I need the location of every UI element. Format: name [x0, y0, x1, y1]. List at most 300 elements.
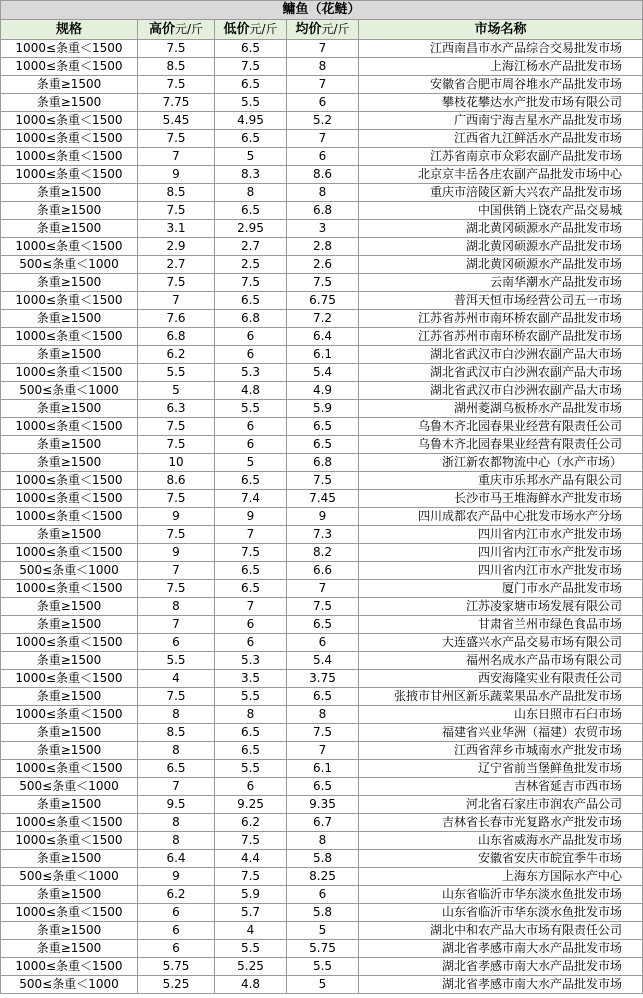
cell-high: 5.5	[138, 364, 215, 382]
cell-low: 6.5	[215, 292, 287, 310]
cell-low: 5.5	[215, 940, 287, 958]
cell-avg: 5.8	[287, 850, 359, 868]
header-spec-label: 规格	[55, 21, 82, 37]
header-high-label: 高价	[148, 22, 175, 37]
header-avg	[287, 20, 359, 40]
cell-low: 7.4	[215, 490, 287, 508]
cell-spec: 条重≥1500	[1, 454, 138, 472]
table-row	[1, 148, 643, 166]
cell-avg: 8	[287, 184, 359, 202]
cell-spec: 500≤条重＜1000	[1, 976, 138, 994]
cell-avg: 9	[287, 508, 359, 526]
cell-market: 长沙市马王堆海鲜水产批发市场	[359, 490, 643, 508]
table-row	[1, 184, 643, 202]
table-row	[1, 490, 643, 508]
cell-avg: 8	[287, 58, 359, 76]
cell-low: 6.5	[215, 130, 287, 148]
cell-market: 湖北省武汉市白沙洲农副产品大市场	[359, 346, 643, 364]
table-title-row	[1, 1, 643, 20]
cell-low: 6.5	[215, 472, 287, 490]
cell-avg: 5	[287, 976, 359, 994]
cell-spec: 500≤条重＜1000	[1, 382, 138, 400]
table-row	[1, 706, 643, 724]
cell-high: 7	[138, 616, 215, 634]
cell-avg: 6	[287, 886, 359, 904]
cell-high: 7	[138, 148, 215, 166]
cell-high: 6.5	[138, 760, 215, 778]
table-row	[1, 472, 643, 490]
cell-spec: 500≤条重＜1000	[1, 256, 138, 274]
cell-avg: 6.8	[287, 454, 359, 472]
cell-avg: 2.8	[287, 238, 359, 256]
cell-spec: 条重≥1500	[1, 202, 138, 220]
cell-avg: 4.9	[287, 382, 359, 400]
cell-low: 7	[215, 526, 287, 544]
cell-low: 6	[215, 634, 287, 652]
cell-spec: 500≤条重＜1000	[1, 868, 138, 886]
cell-spec: 1000≤条重＜1500	[1, 328, 138, 346]
cell-market: 西安海隆实业有限责任公司	[359, 670, 643, 688]
cell-low: 6	[215, 328, 287, 346]
cell-low: 6.5	[215, 724, 287, 742]
cell-spec: 1000≤条重＜1500	[1, 292, 138, 310]
cell-spec: 1000≤条重＜1500	[1, 490, 138, 508]
cell-spec: 条重≥1500	[1, 652, 138, 670]
cell-market: 厦门市水产品批发市场	[359, 580, 643, 598]
cell-high: 5	[138, 382, 215, 400]
cell-market: 山东省临沂市华东淡水鱼批发市场	[359, 904, 643, 922]
cell-high: 9	[138, 166, 215, 184]
table-row	[1, 274, 643, 292]
cell-low: 3.5	[215, 670, 287, 688]
header-high	[138, 20, 215, 40]
cell-low: 6.5	[215, 742, 287, 760]
cell-market: 浙江新农都物流中心（水产市场）	[359, 454, 643, 472]
header-spec	[1, 20, 138, 40]
cell-high: 6.4	[138, 850, 215, 868]
cell-spec: 条重≥1500	[1, 76, 138, 94]
cell-low: 9.25	[215, 796, 287, 814]
table-row	[1, 112, 643, 130]
cell-low: 2.95	[215, 220, 287, 238]
header-avg-label: 均价	[295, 22, 322, 37]
cell-high: 6	[138, 940, 215, 958]
table-row	[1, 400, 643, 418]
cell-low: 8	[215, 184, 287, 202]
cell-high: 7.75	[138, 94, 215, 112]
cell-low: 5.9	[215, 886, 287, 904]
cell-avg: 6.5	[287, 616, 359, 634]
cell-spec: 1000≤条重＜1500	[1, 418, 138, 436]
cell-high: 8	[138, 706, 215, 724]
cell-high: 10	[138, 454, 215, 472]
cell-high: 6.3	[138, 400, 215, 418]
cell-avg: 7	[287, 130, 359, 148]
cell-avg: 6.75	[287, 292, 359, 310]
cell-spec: 1000≤条重＜1500	[1, 904, 138, 922]
cell-spec: 条重≥1500	[1, 526, 138, 544]
cell-avg: 2.6	[287, 256, 359, 274]
cell-market: 湖北省孝感市南大水产品批发市场	[359, 940, 643, 958]
cell-avg: 5	[287, 922, 359, 940]
cell-spec: 条重≥1500	[1, 94, 138, 112]
cell-low: 2.5	[215, 256, 287, 274]
cell-spec: 条重≥1500	[1, 400, 138, 418]
header-low-label: 低价	[223, 22, 250, 37]
cell-spec: 1000≤条重＜1500	[1, 832, 138, 850]
cell-avg: 6.5	[287, 778, 359, 796]
cell-high: 5.5	[138, 652, 215, 670]
cell-low: 5.7	[215, 904, 287, 922]
header-high-unit: 元/斤	[174, 22, 204, 36]
cell-spec: 1000≤条重＜1500	[1, 580, 138, 598]
cell-market: 辽宁省前当堡鲜鱼批发市场	[359, 760, 643, 778]
table-row	[1, 436, 643, 454]
cell-low: 7.5	[215, 544, 287, 562]
cell-high: 8.5	[138, 724, 215, 742]
table-row	[1, 382, 643, 400]
cell-market: 湖北省孝感市南大水产品批发市场	[359, 976, 643, 994]
table-row	[1, 220, 643, 238]
cell-high: 6.2	[138, 346, 215, 364]
cell-low: 2.7	[215, 238, 287, 256]
cell-avg: 7.5	[287, 598, 359, 616]
cell-market: 湖北黄冈硕源水产品批发市场	[359, 256, 643, 274]
cell-high: 7.5	[138, 130, 215, 148]
cell-spec: 条重≥1500	[1, 310, 138, 328]
cell-market: 江苏省南京市众彩农副产品批发市场	[359, 148, 643, 166]
cell-low: 4.95	[215, 112, 287, 130]
cell-avg: 6.5	[287, 688, 359, 706]
table-row	[1, 418, 643, 436]
cell-avg: 6	[287, 634, 359, 652]
cell-market: 重庆市涪陵区新大兴农产品批发市场	[359, 184, 643, 202]
table-row	[1, 940, 643, 958]
cell-avg: 6	[287, 94, 359, 112]
cell-high: 2.7	[138, 256, 215, 274]
cell-avg: 6.6	[287, 562, 359, 580]
cell-avg: 8.6	[287, 166, 359, 184]
cell-avg: 5.75	[287, 940, 359, 958]
cell-high: 7.5	[138, 526, 215, 544]
cell-low: 8.3	[215, 166, 287, 184]
cell-spec: 1000≤条重＜1500	[1, 40, 138, 58]
cell-market: 安徽省合肥市周谷堆水产品批发市场	[359, 76, 643, 94]
table-row	[1, 544, 643, 562]
cell-market: 湖州菱湖乌板桥水产品批发市场	[359, 400, 643, 418]
cell-market: 江西省萍乡市城南水产批发市场	[359, 742, 643, 760]
cell-spec: 1000≤条重＜1500	[1, 166, 138, 184]
cell-avg: 7	[287, 76, 359, 94]
table-row	[1, 796, 643, 814]
cell-high: 7.5	[138, 274, 215, 292]
cell-market: 湖北省武汉市白沙洲农副产品大市场	[359, 382, 643, 400]
cell-spec: 条重≥1500	[1, 688, 138, 706]
cell-market: 四川成都农产品中心批发市场水产分场	[359, 508, 643, 526]
cell-market: 湖北省武汉市白沙洲农副产品大市场	[359, 364, 643, 382]
cell-spec: 1000≤条重＜1500	[1, 364, 138, 382]
header-avg-unit: 元/斤	[321, 22, 350, 36]
table-row	[1, 598, 643, 616]
cell-avg: 7	[287, 580, 359, 598]
cell-spec: 1000≤条重＜1500	[1, 58, 138, 76]
cell-avg: 7.45	[287, 490, 359, 508]
cell-market: 上海江杨水产品批发市场	[359, 58, 643, 76]
cell-high: 9	[138, 508, 215, 526]
cell-spec: 1000≤条重＜1500	[1, 130, 138, 148]
cell-spec: 条重≥1500	[1, 274, 138, 292]
cell-market: 乌鲁木齐北园春果业经营有限责任公司	[359, 436, 643, 454]
cell-low: 5.3	[215, 364, 287, 382]
cell-low: 6.5	[215, 40, 287, 58]
cell-market: 山东省威海水产品批发市场	[359, 832, 643, 850]
cell-high: 3.1	[138, 220, 215, 238]
cell-avg: 8.2	[287, 544, 359, 562]
cell-market: 四川省内江市水产批发市场	[359, 562, 643, 580]
cell-avg: 6.5	[287, 418, 359, 436]
cell-high: 7.5	[138, 688, 215, 706]
cell-market: 云南华潮水产品批发市场	[359, 274, 643, 292]
cell-avg: 5.2	[287, 112, 359, 130]
cell-low: 5.5	[215, 688, 287, 706]
cell-low: 5.5	[215, 760, 287, 778]
cell-low: 6	[215, 616, 287, 634]
table-row	[1, 94, 643, 112]
cell-low: 7.5	[215, 58, 287, 76]
cell-low: 5	[215, 148, 287, 166]
table-row	[1, 202, 643, 220]
cell-avg: 3	[287, 220, 359, 238]
cell-avg: 6.1	[287, 346, 359, 364]
cell-market: 中国供销上饶农产品交易城	[359, 202, 643, 220]
cell-high: 5.25	[138, 976, 215, 994]
cell-high: 8	[138, 598, 215, 616]
table-row	[1, 958, 643, 976]
cell-low: 5.3	[215, 652, 287, 670]
cell-market: 吉林省长春市光复路水产批发市场	[359, 814, 643, 832]
table-row	[1, 328, 643, 346]
table-row	[1, 130, 643, 148]
cell-low: 6	[215, 346, 287, 364]
cell-high: 7.6	[138, 310, 215, 328]
cell-market: 湖北中和农产品大市场有限责任公司	[359, 922, 643, 940]
cell-market: 广西南宁海吉星水产品批发市场	[359, 112, 643, 130]
cell-spec: 条重≥1500	[1, 220, 138, 238]
cell-high: 7	[138, 292, 215, 310]
cell-avg: 5.8	[287, 904, 359, 922]
cell-low: 6.8	[215, 310, 287, 328]
cell-spec: 500≤条重＜1000	[1, 562, 138, 580]
cell-avg: 7.5	[287, 274, 359, 292]
cell-avg: 5.9	[287, 400, 359, 418]
header-low	[215, 20, 287, 40]
cell-low: 6.5	[215, 202, 287, 220]
cell-avg: 6	[287, 148, 359, 166]
cell-low: 6	[215, 436, 287, 454]
cell-market: 攀枝花攀达水产批发市场有限公司	[359, 94, 643, 112]
cell-high: 8	[138, 742, 215, 760]
table-row	[1, 814, 643, 832]
cell-avg: 7.2	[287, 310, 359, 328]
table-row	[1, 886, 643, 904]
cell-high: 7.5	[138, 436, 215, 454]
cell-high: 7	[138, 778, 215, 796]
cell-spec: 条重≥1500	[1, 616, 138, 634]
table-row	[1, 454, 643, 472]
header-market	[359, 20, 643, 40]
cell-market: 河北省石家庄市润农产品公司	[359, 796, 643, 814]
cell-high: 6	[138, 904, 215, 922]
cell-low: 4.8	[215, 976, 287, 994]
table-row	[1, 238, 643, 256]
table-row	[1, 76, 643, 94]
cell-low: 7.5	[215, 868, 287, 886]
cell-market: 江苏凌家塘市场发展有限公司	[359, 598, 643, 616]
table-row	[1, 616, 643, 634]
cell-low: 9	[215, 508, 287, 526]
cell-spec: 条重≥1500	[1, 922, 138, 940]
header-low-unit: 元/斤	[249, 22, 278, 36]
cell-avg: 7	[287, 40, 359, 58]
cell-spec: 条重≥1500	[1, 346, 138, 364]
cell-avg: 7.5	[287, 724, 359, 742]
cell-high: 7.5	[138, 40, 215, 58]
table-row	[1, 652, 643, 670]
cell-high: 9.5	[138, 796, 215, 814]
cell-high: 5.45	[138, 112, 215, 130]
table-row	[1, 364, 643, 382]
table-row	[1, 670, 643, 688]
cell-market: 四川省内江市水产批发市场	[359, 544, 643, 562]
cell-market: 江西省九江鲜活水产品批发市场	[359, 130, 643, 148]
cell-avg: 8	[287, 832, 359, 850]
cell-high: 8.5	[138, 58, 215, 76]
cell-market: 湖北省孝感市南大水产品批发市场	[359, 958, 643, 976]
cell-avg: 7.3	[287, 526, 359, 544]
cell-avg: 8	[287, 706, 359, 724]
cell-spec: 条重≥1500	[1, 850, 138, 868]
cell-spec: 1000≤条重＜1500	[1, 508, 138, 526]
cell-spec: 1000≤条重＜1500	[1, 958, 138, 976]
cell-spec: 条重≥1500	[1, 184, 138, 202]
cell-high: 6	[138, 922, 215, 940]
cell-avg: 7.5	[287, 472, 359, 490]
cell-market: 甘肃省兰州市绿色食品市场	[359, 616, 643, 634]
cell-high: 8	[138, 814, 215, 832]
cell-market: 北京京丰岳各庄农副产品批发市场中心	[359, 166, 643, 184]
cell-low: 5	[215, 454, 287, 472]
cell-spec: 1000≤条重＜1500	[1, 148, 138, 166]
cell-market: 四川省内江市水产批发市场	[359, 526, 643, 544]
cell-avg: 9.35	[287, 796, 359, 814]
cell-market: 张掖市甘州区新乐蔬菜果品水产品批发市场	[359, 688, 643, 706]
cell-spec: 1000≤条重＜1500	[1, 238, 138, 256]
cell-market: 大连盛兴水产品交易市场有限公司	[359, 634, 643, 652]
table-row	[1, 58, 643, 76]
cell-market: 乌鲁木齐北园春果业经营有限责任公司	[359, 418, 643, 436]
table-row	[1, 688, 643, 706]
table-row	[1, 904, 643, 922]
cell-spec: 500≤条重＜1000	[1, 778, 138, 796]
cell-avg: 3.75	[287, 670, 359, 688]
cell-market: 福建省兴业华洲（福建）农贸市场	[359, 724, 643, 742]
table-row	[1, 760, 643, 778]
cell-low: 6.5	[215, 562, 287, 580]
cell-low: 5.5	[215, 400, 287, 418]
table-row	[1, 508, 643, 526]
cell-market: 重庆市乐邦水产品有限公司	[359, 472, 643, 490]
cell-high: 5.75	[138, 958, 215, 976]
table-body	[1, 40, 643, 994]
cell-spec: 条重≥1500	[1, 598, 138, 616]
cell-market: 安徽省安庆市皖宜季牛市场	[359, 850, 643, 868]
cell-low: 4	[215, 922, 287, 940]
cell-high: 9	[138, 544, 215, 562]
cell-low: 7.5	[215, 832, 287, 850]
cell-spec: 条重≥1500	[1, 742, 138, 760]
cell-high: 8.6	[138, 472, 215, 490]
cell-low: 6.5	[215, 76, 287, 94]
cell-low: 4.8	[215, 382, 287, 400]
cell-low: 5.5	[215, 94, 287, 112]
cell-high: 2.9	[138, 238, 215, 256]
cell-avg: 6.1	[287, 760, 359, 778]
table-row	[1, 976, 643, 994]
table-row	[1, 724, 643, 742]
cell-market: 上海东方国际水产中心	[359, 868, 643, 886]
cell-high: 6	[138, 634, 215, 652]
table-row	[1, 634, 643, 652]
cell-spec: 1000≤条重＜1500	[1, 112, 138, 130]
cell-avg: 6.8	[287, 202, 359, 220]
cell-market: 普洱天恒市场经营公司五一市场	[359, 292, 643, 310]
cell-high: 7.5	[138, 580, 215, 598]
cell-market: 吉林省延吉市西市场	[359, 778, 643, 796]
cell-spec: 条重≥1500	[1, 796, 138, 814]
cell-avg: 6.7	[287, 814, 359, 832]
cell-market: 湖北黄冈硕源水产品批发市场	[359, 220, 643, 238]
cell-market: 江苏省苏州市南环桥农副产品批发市场	[359, 310, 643, 328]
cell-high: 6.8	[138, 328, 215, 346]
cell-high: 4	[138, 670, 215, 688]
cell-high: 9	[138, 868, 215, 886]
cell-market: 湖北黄冈硕源水产品批发市场	[359, 238, 643, 256]
cell-avg: 5.5	[287, 958, 359, 976]
table-row	[1, 166, 643, 184]
table-row	[1, 832, 643, 850]
cell-avg: 5.4	[287, 364, 359, 382]
cell-spec: 1000≤条重＜1500	[1, 634, 138, 652]
cell-market: 福州名成水产品市场有限公司	[359, 652, 643, 670]
cell-high: 8.5	[138, 184, 215, 202]
table-row	[1, 256, 643, 274]
table-row	[1, 526, 643, 544]
cell-high: 7	[138, 562, 215, 580]
cell-avg: 6.5	[287, 436, 359, 454]
table-row	[1, 562, 643, 580]
cell-low: 6	[215, 778, 287, 796]
cell-market: 江西南昌市水产品综合交易批发市场	[359, 40, 643, 58]
cell-spec: 条重≥1500	[1, 724, 138, 742]
cell-low: 4.4	[215, 850, 287, 868]
cell-high: 7.5	[138, 76, 215, 94]
cell-high: 7.5	[138, 418, 215, 436]
cell-market: 江苏省苏州市南环桥农副产品批发市场	[359, 328, 643, 346]
header-market-label: 市场名称	[474, 21, 527, 37]
table-row	[1, 292, 643, 310]
table-row	[1, 778, 643, 796]
table-title: 鳙鱼（花鲢）	[1, 1, 643, 20]
